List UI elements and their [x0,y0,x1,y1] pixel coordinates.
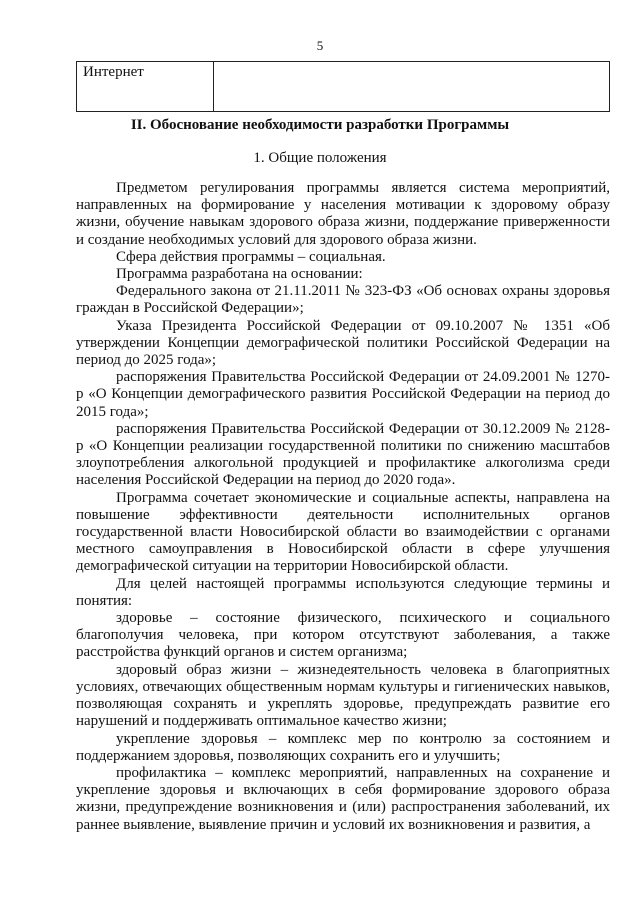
paragraph: распоряжения Правительства Российской Федерации от 24.09.2001 № 1270-р «О Концепции демографического развития Российской Федерации на период до 2015 года»; [76,369,610,420]
subsection-heading: 1. Общие положения [253,150,387,166]
paragraph: укрепление здоровья – комплекс мер по контролю за состоянием и поддержанием здоровья, позволяющих сохранить его и улучшить; [76,730,610,764]
paragraph: Указа Президента Российской Федерации от 09.10.2007 № 1351 «Об утверждении Концепции демографической политики Российской Федерации на период до 2025 года»; [76,317,610,369]
paragraph: Для целей настоящей программы используются следующие термины и понятия: [76,575,610,609]
paragraph: профилактика – комплекс мероприятий, направленных на сохранение и укрепление здоровья и включающих в себя формирование здорового образа жизни, предупреждение возникновения и (или) распространения заболеваний, их раннее выявление, выявление причин и условий их возникновения и развития, а [76,764,610,833]
table-cell-value [214,62,610,112]
body-text [76,180,610,834]
paragraph: Федерального закона от 21.11.2011 № 323-ФЗ «Об основах охраны здоровья граждан в Российской Федерации»; [76,283,610,317]
paragraph: Сфера действия программы – социальная. [116,248,386,265]
paragraph: Программа разработана на основании: [116,266,363,283]
table-row [77,62,610,112]
table-cell-label: Интернет [77,62,214,112]
paragraph: здоровье – состояние физического, психического и социального благополучия человека, при котором отсутствуют заболевания, а также расстройства функций органов и систем организма; [76,610,610,661]
paragraph: Программа сочетает экономические и социальные аспекты, направлена на повышение эффективности деятельности исполнительных органов государственной власти Новосибирской области во взаимодействии с органами местного самоуправления в Новосибирской области в сфере улучшения демографической ситуации на территории Новосибирской области. [76,489,610,575]
section-heading: II. Обоснование необходимости разработки Программы [130,117,510,133]
page-number: 5 [316,38,324,53]
paragraph: распоряжения Правительства Российской Федерации от 30.12.2009 № 2128-р «О Концепции реализации государственной политики по снижению масштабов злоупотребления алкогольной продукцией и профилактике алкоголизма среди населения Российской Федерации на период до 2020 года». [76,420,610,489]
paragraph: здоровый образ жизни – жизнедеятельность человека в благоприятных условиях, отвечающих общественным нормам культуры и гигиенических навыков, позволяющая сохранять и укреплять здоровье, предупреждать развитие его нарушений и поддерживать оптимальное качество жизни; [76,661,610,730]
contact-table [76,61,610,112]
paragraph: Предметом регулирования программы является система мероприятий, направленных на формирование у населения мотивации к здоровому образу жизни, обучение навыкам здорового образа жизни, поддержание приверженности и создание необходимых условий для здорового образа жизни. [76,180,610,248]
